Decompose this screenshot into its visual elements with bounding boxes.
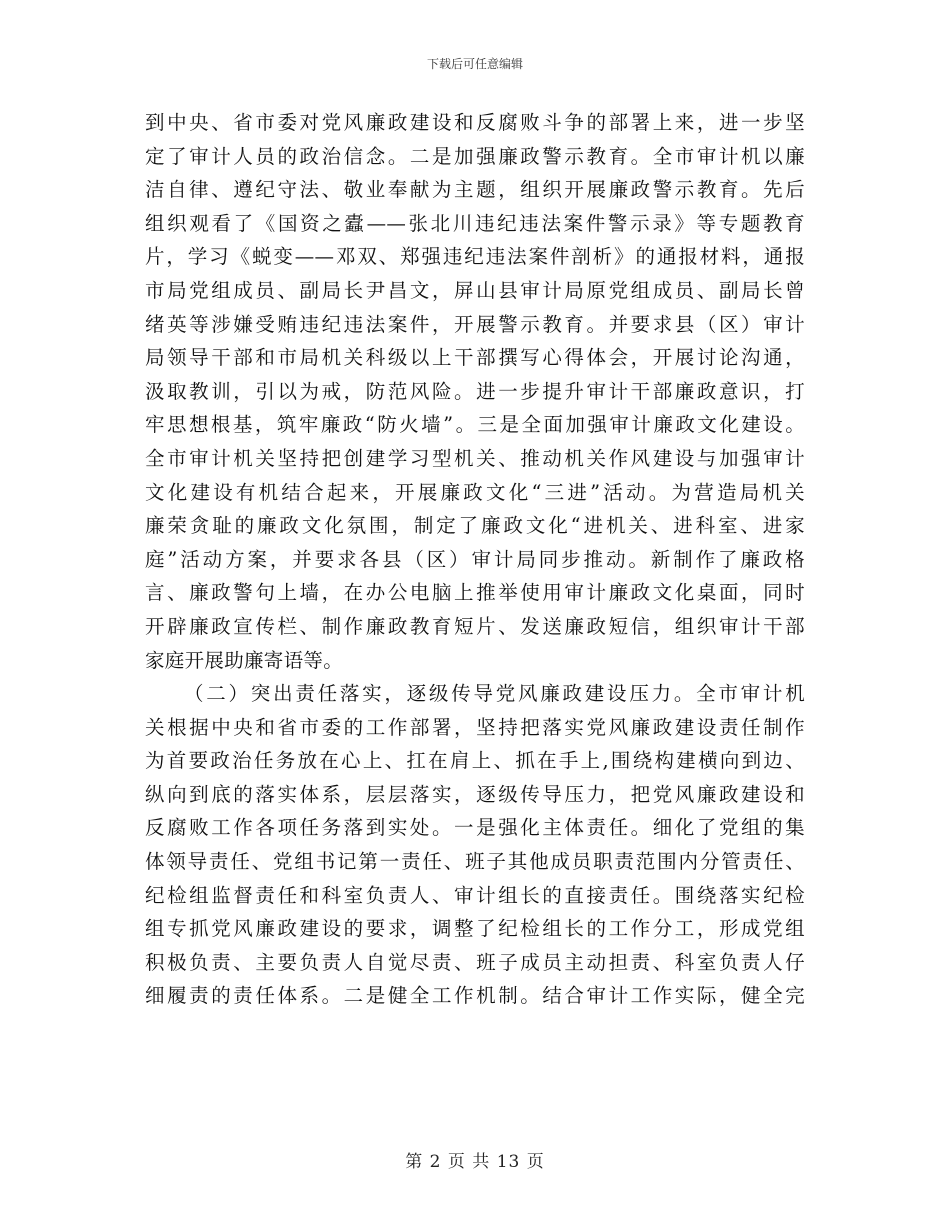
text-line: 文化建设有机结合起来，开展廉政文化“三进”活动。为营造局机关 (145, 480, 805, 504)
text-line: 反腐败工作各项任务落到实处。一是强化主体责任。细化了党组的集 (145, 816, 805, 840)
text-line: 定了审计人员的政治信念。二是加强廉政警示教育。全市审计机以廉 (145, 144, 805, 168)
text-line: 纪检组监督责任和科室负责人、审计组长的直接责任。围绕落实纪检 (145, 883, 805, 907)
text-line: 到中央、省市委对党风廉政建设和反腐败斗争的部署上来，进一步坚 (145, 111, 805, 134)
document-body (145, 106, 805, 1013)
text-line: 体领导责任、党组书记第一责任、班子其他成员职责范围内分管责任、 (145, 850, 805, 874)
page-number: 第 2 页 共 13 页 (405, 1152, 545, 1172)
text-line: 积极负责、主要负责人自觉尽责、班子成员主动担责、科室负责人仔 (145, 950, 805, 974)
text-line: 汲取教训，引以为戒，防范风险。进一步提升审计干部廉政意识，打 (145, 379, 805, 403)
text-line: （二）突出责任落实，逐级传导党风廉政建设压力。全市审计机 (184, 682, 805, 706)
text-line: 组织观看了《国资之蠹——张北川违纪违法案件警示录》等专题教育 (145, 211, 805, 235)
text-line: 家庭开展助廉寄语等。 (145, 648, 344, 672)
text-line: 言、廉政警句上墙，在办公电脑上推举使用审计廉政文化桌面，同时 (145, 581, 805, 605)
text-line: 纵向到底的落实体系，层层落实，逐级传导压力，把党风廉政建设和 (145, 782, 805, 806)
text-line: 洁自律、遵纪守法、敬业奉献为主题，组织开展廉政警示教育。先后 (145, 178, 805, 202)
text-line: 庭”活动方案，并要求各县（区）审计局同步推动。新制作了廉政格 (145, 547, 805, 571)
text-line: 开辟廉政宣传栏、制作廉政教育短片、发送廉政短信，组织审计干部 (145, 614, 805, 638)
paragraph-1 (145, 106, 805, 677)
text-line: 市局党组成员、副局长尹昌文，屏山县审计局原党组成员、副局长曾 (145, 278, 805, 302)
text-line: 牢思想根基，筑牢廉政“防火墙”。三是全面加强审计廉政文化建设。 (145, 413, 805, 437)
text-line: 绪英等涉嫌受贿违纪违法案件，开展警示教育。并要求县（区）审计 (145, 312, 805, 336)
text-line: 全市审计机关坚持把创建学习型机关、推动机关作风建设与加强审计 (145, 446, 805, 470)
text-line: 局领导干部和市局机关科级以上干部撰写心得体会，开展讨论沟通， (145, 346, 805, 370)
text-line: 组专抓党风廉政建设的要求，调整了纪检组长的工作分工，形成党组 (145, 917, 805, 941)
header-note: 下载后可任意编辑 (426, 57, 523, 71)
text-line: 为首要政治任务放在心上、扛在肩上、抓在手上,围绕构建横向到边、 (145, 749, 805, 773)
text-line: 片，学习《蜕变——邓双、郑强违纪违法案件剖析》的通报材料，通报 (145, 245, 805, 269)
text-line: 廉荣贪耻的廉政文化氛围，制定了廉政文化“进机关、进科室、进家 (145, 514, 805, 538)
text-line: 关根据中央和省市委的工作部署，坚持把落实党风廉政建设责任制作 (145, 715, 805, 739)
paragraph-2 (145, 677, 805, 1013)
text-line: 细履责的责任体系。二是健全工作机制。结合审计工作实际，健全完 (145, 984, 805, 1008)
